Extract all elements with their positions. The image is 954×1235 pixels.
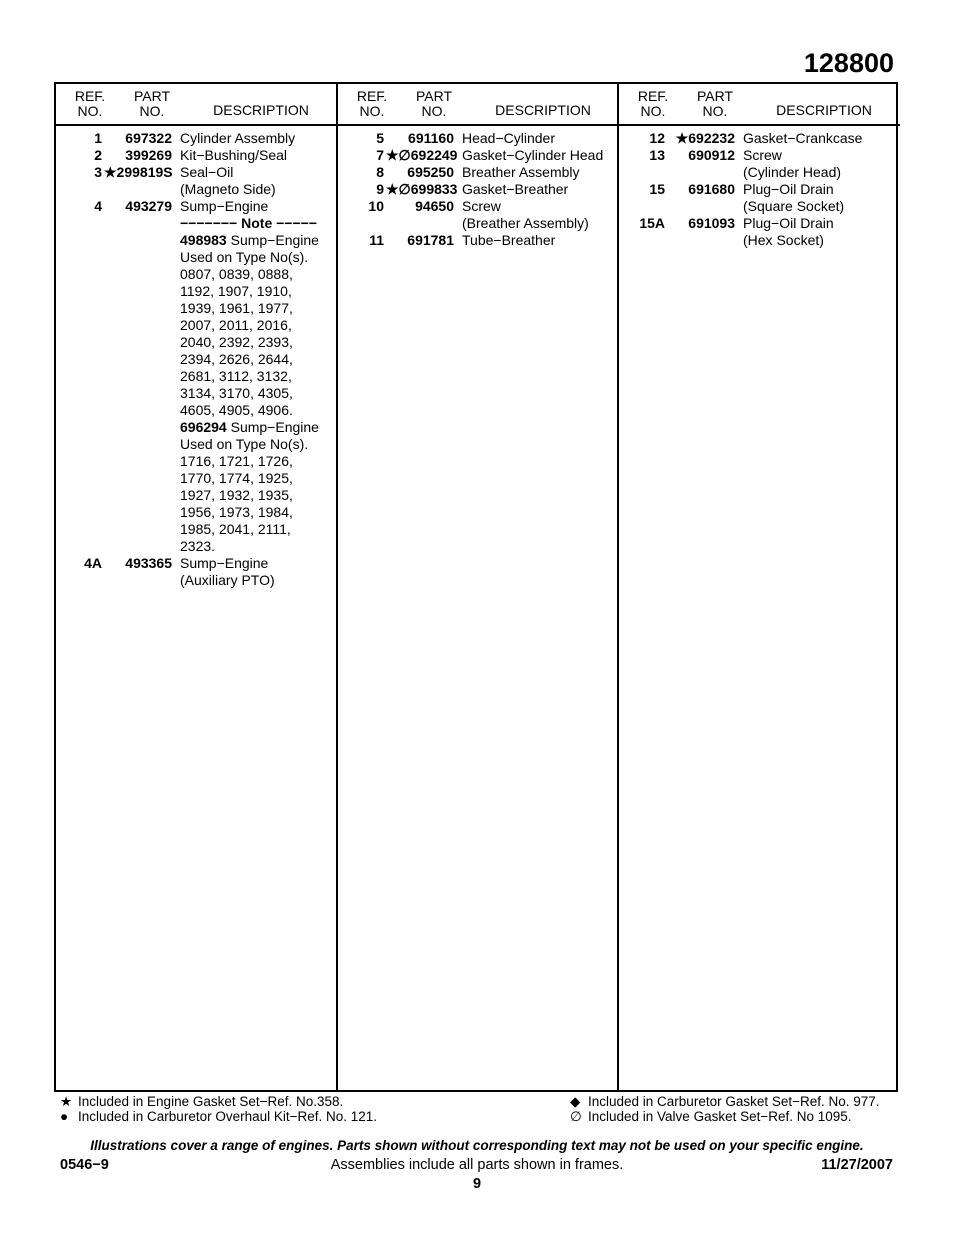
part-description xyxy=(180,232,319,249)
ref-number: 15 xyxy=(649,181,665,197)
part-description xyxy=(180,521,291,538)
part-description xyxy=(180,419,319,436)
table-row xyxy=(56,130,337,147)
table-row xyxy=(56,351,337,368)
table-row xyxy=(338,181,619,198)
part-number: 691160 xyxy=(408,130,454,146)
description-text: Tube−Breather xyxy=(462,232,556,248)
description-text: Sump−Engine xyxy=(226,232,319,248)
header-description: DESCRIPTION xyxy=(495,102,591,118)
table-row xyxy=(56,504,337,521)
table-row xyxy=(56,419,337,436)
part-description xyxy=(743,215,834,232)
column-header xyxy=(619,84,900,126)
table-row xyxy=(338,147,619,164)
part-number: 691781 xyxy=(407,232,454,248)
header-part: PART NO. xyxy=(133,88,171,119)
part-description xyxy=(462,164,580,181)
table-row xyxy=(56,147,337,164)
table-row xyxy=(338,215,619,232)
description-text: Head−Cylinder xyxy=(462,130,555,146)
description-text: 1770, 1774, 1925, xyxy=(180,470,293,486)
table-row xyxy=(338,130,619,147)
table-row xyxy=(619,181,900,198)
description-text: 2323. xyxy=(180,538,216,554)
page-number: 9 xyxy=(472,1176,482,1192)
part-number: ★692232 xyxy=(675,130,735,146)
legend-item: ∅ Included in Valve Gasket Set−Ref. No 1095. xyxy=(570,1109,852,1124)
ref-number: 13 xyxy=(649,147,665,163)
description-text: 4605, 4905, 4906. xyxy=(180,402,293,418)
part-description xyxy=(180,538,215,555)
part-number: 399269 xyxy=(125,147,172,163)
part-number: 697322 xyxy=(125,130,172,146)
part-description xyxy=(180,351,293,368)
ref-number: 9 xyxy=(376,181,384,197)
parts-list xyxy=(619,130,900,249)
part-description xyxy=(180,300,293,317)
description-text: Used on Type No(s). xyxy=(180,249,309,265)
part-description xyxy=(180,181,276,198)
table-row xyxy=(56,283,337,300)
part-number: 690912 xyxy=(688,147,735,163)
bullet-icon: ● xyxy=(60,1109,69,1124)
table-row xyxy=(56,385,337,402)
alt-part-number: 696294 xyxy=(180,419,227,435)
description-text: Plug−Oil Drain xyxy=(743,181,834,197)
description-text: Gasket−Breather xyxy=(462,181,569,197)
part-description xyxy=(743,164,841,181)
parts-column-3 xyxy=(617,84,900,1090)
description-text: 2040, 2392, 2393, xyxy=(180,334,293,350)
description-text: (Hex Socket) xyxy=(743,232,824,248)
header-ref: REF. NO. xyxy=(356,88,388,119)
description-text: 1927, 1932, 1935, xyxy=(180,487,293,503)
description-text: Screw xyxy=(743,147,782,163)
legend-item: ★ Included in Engine Gasket Set−Ref. No.358. xyxy=(60,1094,344,1109)
description-text: 2394, 2626, 2644, xyxy=(180,351,293,367)
diamond-icon: ◆ xyxy=(570,1094,581,1109)
table-row xyxy=(619,130,900,147)
description-text: Sump−Engine xyxy=(226,419,319,435)
part-description xyxy=(462,130,555,147)
legend-item: ● Included in Carburetor Overhaul Kit−Ref. No. 121. xyxy=(60,1109,378,1124)
description-text: (Auxiliary PTO) xyxy=(180,572,275,588)
table-row xyxy=(56,470,337,487)
table-row xyxy=(56,249,337,266)
table-row xyxy=(56,317,337,334)
part-number: 691093 xyxy=(688,215,735,231)
legend-item: ◆ Included in Carburetor Gasket Set−Ref. No. 977. xyxy=(570,1094,880,1109)
description-text: 1985, 2041, 2111, xyxy=(180,521,291,537)
ref-number: 1 xyxy=(94,130,102,146)
part-description xyxy=(180,283,292,300)
table-row xyxy=(338,232,619,249)
part-description xyxy=(180,130,295,147)
part-description xyxy=(180,572,275,589)
part-description xyxy=(180,317,292,334)
footer-note: Assemblies include all parts shown in frames. xyxy=(330,1157,624,1173)
part-description xyxy=(743,147,782,164)
ref-number: 10 xyxy=(368,198,384,214)
part-description xyxy=(180,436,308,453)
part-number: ★∅692249 xyxy=(386,147,458,163)
parts-table xyxy=(54,82,898,1092)
table-row xyxy=(338,164,619,181)
table-row xyxy=(56,538,337,555)
part-description xyxy=(180,266,293,283)
description-text: Kit−Bushing/Seal xyxy=(180,147,288,163)
part-description xyxy=(180,147,287,164)
part-description xyxy=(180,249,308,266)
header-ref: REF. NO. xyxy=(74,88,106,119)
description-text: Sump−Engine xyxy=(180,555,269,571)
ref-number: 15A xyxy=(639,215,665,231)
table-row xyxy=(56,181,337,198)
part-description xyxy=(462,198,501,215)
alt-part-number: 498983 xyxy=(180,232,227,248)
part-description xyxy=(180,385,293,402)
table-row xyxy=(56,266,337,283)
part-description xyxy=(180,215,317,232)
description-text: Gasket−Cylinder Head xyxy=(462,147,604,163)
description-text: Cylinder Assembly xyxy=(180,130,296,146)
table-row xyxy=(619,164,900,181)
column-header xyxy=(338,84,619,126)
description-text: Screw xyxy=(462,198,501,214)
description-text: (Breather Assembly) xyxy=(462,215,589,231)
table-row xyxy=(56,334,337,351)
parts-column-2 xyxy=(336,84,619,1090)
description-text: 2007, 2011, 2016, xyxy=(180,317,292,333)
description-text: Breather Assembly xyxy=(462,164,580,180)
part-number: 691680 xyxy=(688,181,735,197)
table-row xyxy=(56,164,337,181)
description-text: 0807, 0839, 0888, xyxy=(180,266,293,282)
parts-list xyxy=(56,130,337,589)
description-text: 1192, 1907, 1910, xyxy=(180,283,292,299)
header-part: PART NO. xyxy=(415,88,453,119)
table-row xyxy=(56,198,337,215)
footer-date: 11/27/2007 xyxy=(821,1157,893,1173)
part-description xyxy=(743,181,834,198)
ref-number: 4A xyxy=(84,555,102,571)
part-description xyxy=(180,555,268,572)
header-description: DESCRIPTION xyxy=(213,102,309,118)
ref-number: 8 xyxy=(376,164,384,180)
table-row xyxy=(56,232,337,249)
part-description xyxy=(462,181,568,198)
part-description xyxy=(180,368,292,385)
table-row xyxy=(56,453,337,470)
part-number: 493365 xyxy=(125,555,172,571)
table-row xyxy=(56,436,337,453)
ref-number: 11 xyxy=(369,232,384,248)
table-row xyxy=(56,521,337,538)
description-text: 1939, 1961, 1977, xyxy=(180,300,293,316)
ref-number: 12 xyxy=(649,130,665,146)
part-description xyxy=(743,198,844,215)
table-row xyxy=(56,487,337,504)
table-row xyxy=(619,147,900,164)
description-text: Gasket−Crankcase xyxy=(743,130,863,146)
table-row xyxy=(619,232,900,249)
description-text: 3134, 3170, 4305, xyxy=(180,385,293,401)
table-row xyxy=(619,215,900,232)
part-description xyxy=(462,232,555,249)
part-number: 695250 xyxy=(407,164,454,180)
header-ref: REF. NO. xyxy=(637,88,669,119)
part-description xyxy=(462,215,589,232)
table-row xyxy=(56,300,337,317)
description-text: Used on Type No(s). xyxy=(180,436,309,452)
part-description xyxy=(180,453,293,470)
empty-set-icon: ∅ xyxy=(570,1109,582,1124)
parts-list xyxy=(338,130,619,249)
star-icon: ★ xyxy=(60,1094,73,1109)
table-row xyxy=(56,368,337,385)
ref-number: 2 xyxy=(94,147,102,163)
description-text: Seal−Oil xyxy=(180,164,234,180)
description-text: (Magneto Side) xyxy=(180,181,276,197)
part-description xyxy=(180,198,268,215)
description-text: Sump−Engine xyxy=(180,198,269,214)
part-description xyxy=(180,470,293,487)
part-number: ★∅699833 xyxy=(386,181,458,197)
table-row xyxy=(56,215,337,232)
table-row xyxy=(619,198,900,215)
part-description xyxy=(462,147,603,164)
header-part: PART NO. xyxy=(696,88,734,119)
table-row xyxy=(56,402,337,419)
column-header xyxy=(56,84,337,126)
table-row xyxy=(56,555,337,572)
part-number: 94650 xyxy=(415,198,454,214)
parts-column-1 xyxy=(56,84,337,1090)
header-description: DESCRIPTION xyxy=(776,102,872,118)
description-text: 1716, 1721, 1726, xyxy=(180,453,293,469)
description-text: (Cylinder Head) xyxy=(743,164,842,180)
ref-number: 5 xyxy=(376,130,384,146)
part-description xyxy=(743,232,824,249)
part-description xyxy=(180,504,293,521)
legend-left xyxy=(60,1094,377,1124)
part-description xyxy=(180,487,293,504)
description-text: (Square Socket) xyxy=(743,198,845,214)
part-description xyxy=(180,334,293,351)
ref-number: 3 xyxy=(94,164,102,180)
description-text: Plug−Oil Drain xyxy=(743,215,834,231)
part-number: ★299819S xyxy=(104,164,173,180)
table-row xyxy=(56,572,337,589)
part-number: 493279 xyxy=(125,198,172,214)
part-description xyxy=(743,130,862,147)
ref-number: 7 xyxy=(376,147,384,163)
table-row xyxy=(338,198,619,215)
ref-number: 4 xyxy=(94,198,102,214)
part-description xyxy=(180,402,293,419)
disclaimer: Illustrations cover a range of engines. Parts shown without corresponding text may not be used on your specific engine. xyxy=(90,1138,864,1153)
description-text: −−−−−−− Note −−−−− xyxy=(180,215,317,231)
legend-right xyxy=(570,1094,880,1124)
part-description xyxy=(180,164,233,181)
description-text: 1956, 1973, 1984, xyxy=(180,504,293,520)
footer-code: 0546−9 xyxy=(60,1157,109,1173)
model-number: 128800 xyxy=(803,48,894,78)
description-text: 2681, 3112, 3132, xyxy=(180,368,292,384)
